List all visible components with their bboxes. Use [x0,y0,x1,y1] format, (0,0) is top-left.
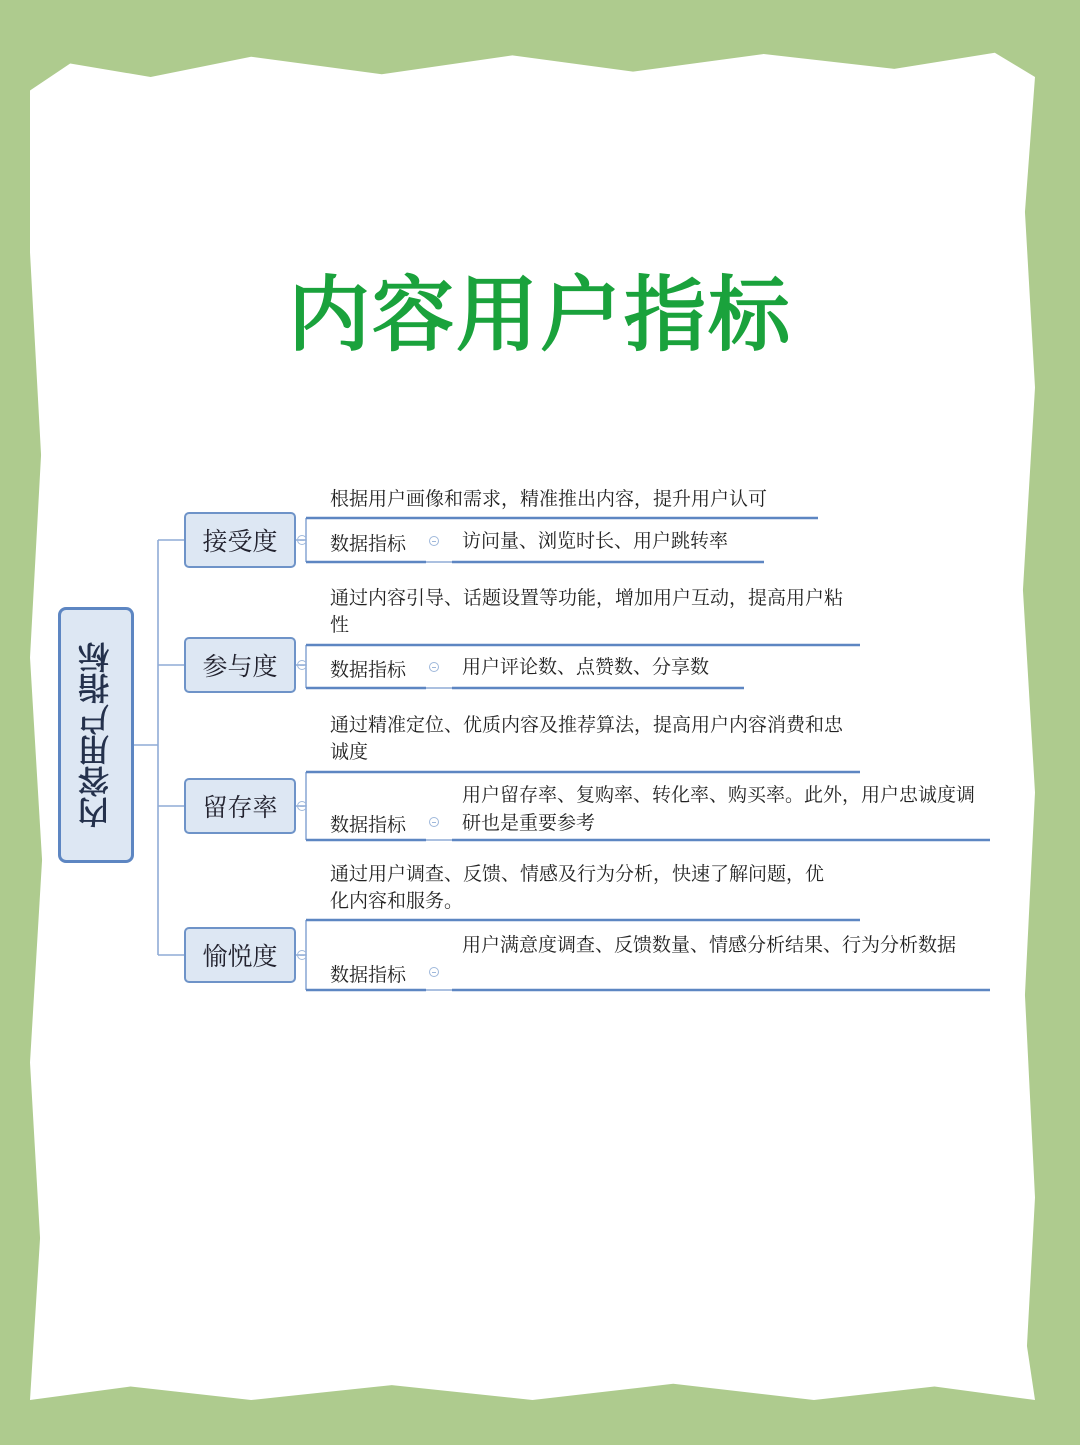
branch-description: 通过内容引导、话题设置等功能，增加用户互动，提高用户粘性 [330,587,844,636]
metric-label: 数据指标 [330,659,407,681]
page-title: 内容用户指标 [287,268,792,363]
collapse-icon[interactable] [429,967,439,977]
branch-label: 接受度 [202,527,278,556]
branch-node-participation[interactable] [184,637,296,693]
collapse-icon[interactable] [297,535,307,545]
collapse-icon[interactable] [297,660,307,670]
branch-description: 通过精准定位、优质内容及推荐算法，提高用户内容消费和忠诚度 [330,714,844,763]
collapse-icon[interactable] [429,536,439,546]
root-label: 内容用户指标 [78,642,115,828]
collapse-icon[interactable] [297,801,307,811]
branch-node-retention[interactable] [184,778,296,834]
metric-value: 用户满意度调查、反馈数量、情感分析结果、行为分析数据 [462,934,957,956]
metric-label: 数据指标 [330,814,407,836]
collapse-icon[interactable] [429,662,439,672]
metric-label: 数据指标 [330,964,407,986]
branch-node-satisfaction[interactable] [184,927,296,983]
metric-value: 访问量、浏览时长、用户跳转率 [462,530,729,552]
branch-description: 通过用户调查、反馈、情感及行为分析，快速了解问题，优化内容和服务。 [330,863,825,912]
branch-label: 愉悦度 [202,942,278,971]
branch-node-acceptance[interactable] [184,512,296,568]
metric-value: 用户评论数、点赞数、分享数 [462,656,710,678]
metric-value: 用户留存率、复购率、转化率、购买率。此外，用户忠诚度调研也是重要参考 [462,784,976,834]
branch-label: 参与度 [202,652,278,681]
branch-description: 根据用户画像和需求，精准推出内容，提升用户认可 [330,488,768,510]
collapse-icon[interactable] [297,950,307,960]
collapse-icon[interactable] [429,817,439,827]
root-node[interactable] [58,607,134,863]
branch-label: 留存率 [202,793,278,822]
metric-label: 数据指标 [330,533,407,555]
